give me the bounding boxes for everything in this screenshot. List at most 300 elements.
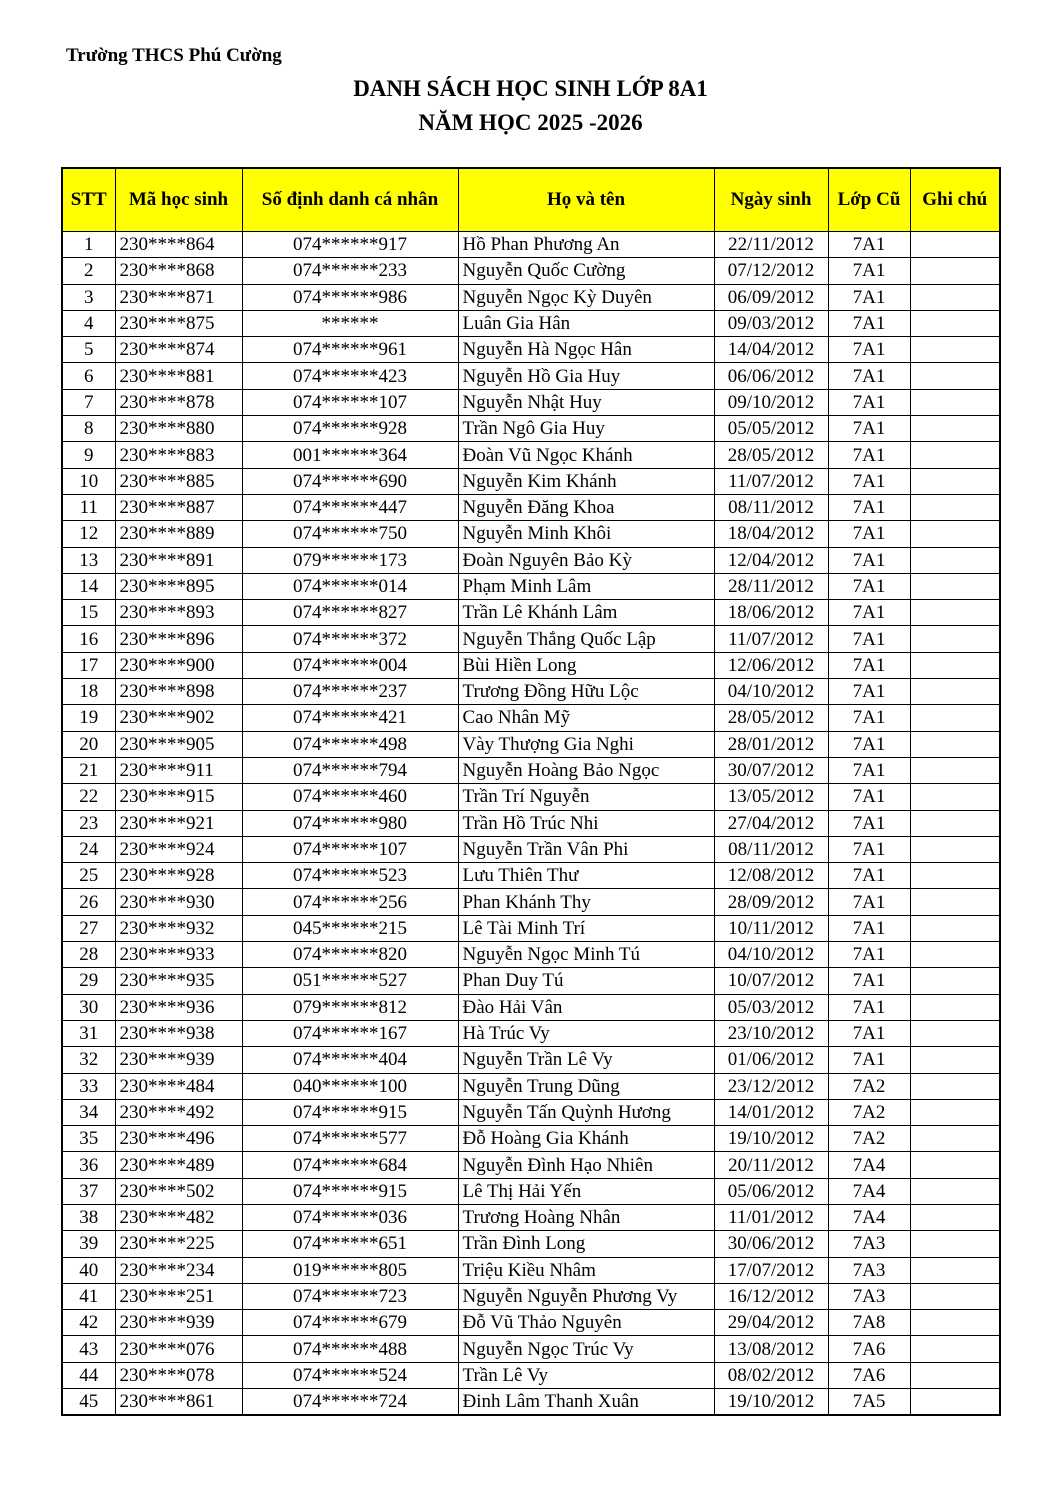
cell-personal-id: 074******107 [242,389,458,415]
cell-full-name: Lưu Thiên Thư [458,863,714,889]
cell-birth-date: 19/10/2012 [714,1126,828,1152]
cell-old-class: 7A1 [828,232,910,258]
cell-personal-id: 074******237 [242,679,458,705]
cell-personal-id: 074******917 [242,232,458,258]
cell-notes [910,1020,1000,1046]
table-row [62,915,1000,941]
cell-full-name: Lê Tài Minh Trí [458,915,714,941]
cell-personal-id: 074******014 [242,573,458,599]
cell-notes [910,1099,1000,1125]
cell-full-name: Nguyễn Hồ Gia Huy [458,363,714,389]
cell-birth-date: 13/08/2012 [714,1336,828,1362]
cell-full-name: Nguyễn Minh Khôi [458,521,714,547]
cell-full-name: Nguyễn Trần Lê Vy [458,1047,714,1073]
school-name: Trường THCS Phú Cường [66,45,282,66]
cell-old-class: 7A1 [828,784,910,810]
cell-personal-id: 019******805 [242,1257,458,1283]
table-row [62,1310,1000,1336]
cell-old-class: 7A1 [828,757,910,783]
table-row [62,1362,1000,1388]
document-title: DANH SÁCH HỌC SINH LỚP 8A1 [353,76,708,101]
cell-notes [910,968,1000,994]
cell-student-code: 230****868 [115,258,242,284]
cell-birth-date: 04/10/2012 [714,942,828,968]
table-row [62,1099,1000,1125]
cell-student-code: 230****915 [115,784,242,810]
cell-full-name: Nguyễn Trần Vân Phi [458,836,714,862]
cell-personal-id: 051******527 [242,968,458,994]
cell-old-class: 7A8 [828,1310,910,1336]
cell-full-name: Trần Lê Vy [458,1362,714,1388]
cell-old-class: 7A6 [828,1336,910,1362]
cell-student-code: 230****932 [115,915,242,941]
cell-notes [910,1152,1000,1178]
cell-notes [910,232,1000,258]
cell-notes [910,1336,1000,1362]
cell-stt: 30 [62,994,115,1020]
cell-personal-id: 074******679 [242,1310,458,1336]
cell-birth-date: 19/10/2012 [714,1389,828,1416]
cell-notes [910,731,1000,757]
cell-birth-date: 28/11/2012 [714,573,828,599]
cell-stt: 24 [62,836,115,862]
cell-old-class: 7A1 [828,310,910,336]
cell-notes [910,284,1000,310]
cell-notes [910,1231,1000,1257]
cell-birth-date: 06/06/2012 [714,363,828,389]
cell-full-name: Phan Duy Tú [458,968,714,994]
cell-stt: 42 [62,1310,115,1336]
cell-old-class: 7A3 [828,1283,910,1309]
cell-personal-id: 074******750 [242,521,458,547]
cell-personal-id: 074******423 [242,363,458,389]
cell-birth-date: 18/06/2012 [714,600,828,626]
cell-stt: 35 [62,1126,115,1152]
cell-old-class: 7A1 [828,337,910,363]
table-body [62,232,1000,1416]
cell-personal-id: 074******980 [242,810,458,836]
cell-personal-id: 001******364 [242,442,458,468]
cell-birth-date: 27/04/2012 [714,810,828,836]
cell-personal-id: 074******690 [242,468,458,494]
cell-full-name: Nguyễn Đăng Khoa [458,494,714,520]
cell-full-name: Nguyễn Trung Dũng [458,1073,714,1099]
cell-birth-date: 09/10/2012 [714,389,828,415]
cell-student-code: 230****938 [115,1020,242,1046]
cell-full-name: Trần Ngô Gia Huy [458,416,714,442]
table-row [62,942,1000,968]
table-row [62,521,1000,547]
cell-old-class: 7A1 [828,942,910,968]
cell-birth-date: 07/12/2012 [714,258,828,284]
cell-stt: 12 [62,521,115,547]
cell-old-class: 7A1 [828,1020,910,1046]
cell-notes [910,679,1000,705]
cell-student-code: 230****905 [115,731,242,757]
cell-old-class: 7A1 [828,731,910,757]
cell-full-name: Nguyễn Ngọc Trúc Vy [458,1336,714,1362]
table-row [62,1283,1000,1309]
cell-notes [910,1204,1000,1230]
table-row [62,363,1000,389]
cell-personal-id: 074******724 [242,1389,458,1416]
cell-full-name: Nguyễn Kim Khánh [458,468,714,494]
cell-stt: 5 [62,337,115,363]
cell-notes [910,1362,1000,1388]
column-header-notes: Ghi chú [910,168,1000,232]
cell-birth-date: 22/11/2012 [714,232,828,258]
cell-personal-id: 074******404 [242,1047,458,1073]
cell-stt: 15 [62,600,115,626]
cell-notes [910,363,1000,389]
cell-notes [910,600,1000,626]
cell-personal-id: 074******577 [242,1126,458,1152]
cell-full-name: Trần Đình Long [458,1231,714,1257]
cell-full-name: Phạm Minh Lâm [458,573,714,599]
cell-personal-id: 074******460 [242,784,458,810]
cell-old-class: 7A1 [828,600,910,626]
cell-personal-id: 074******827 [242,600,458,626]
cell-old-class: 7A1 [828,889,910,915]
table-row [62,389,1000,415]
table-row [62,416,1000,442]
cell-old-class: 7A4 [828,1152,910,1178]
cell-old-class: 7A1 [828,416,910,442]
table-row [62,232,1000,258]
table-row [62,573,1000,599]
cell-student-code: 230****935 [115,968,242,994]
cell-old-class: 7A6 [828,1362,910,1388]
table-row [62,836,1000,862]
cell-full-name: Đỗ Hoàng Gia Khánh [458,1126,714,1152]
cell-personal-id: 074******233 [242,258,458,284]
cell-student-code: 230****898 [115,679,242,705]
cell-notes [910,994,1000,1020]
cell-student-code: 230****492 [115,1099,242,1125]
cell-notes [910,889,1000,915]
cell-stt: 28 [62,942,115,968]
cell-student-code: 230****482 [115,1204,242,1230]
table-row [62,889,1000,915]
cell-notes [910,337,1000,363]
cell-stt: 29 [62,968,115,994]
table-row [62,810,1000,836]
cell-student-code: 230****928 [115,863,242,889]
cell-full-name: Nguyễn Thắng Quốc Lập [458,626,714,652]
cell-birth-date: 05/05/2012 [714,416,828,442]
cell-personal-id: 074******036 [242,1204,458,1230]
cell-old-class: 7A1 [828,810,910,836]
cell-birth-date: 28/09/2012 [714,889,828,915]
cell-personal-id: 074******524 [242,1362,458,1388]
cell-stt: 20 [62,731,115,757]
cell-personal-id: 074******447 [242,494,458,520]
table-row [62,1389,1000,1416]
cell-stt: 16 [62,626,115,652]
cell-stt: 34 [62,1099,115,1125]
cell-birth-date: 20/11/2012 [714,1152,828,1178]
cell-full-name: Nguyễn Quốc Cường [458,258,714,284]
cell-stt: 40 [62,1257,115,1283]
cell-personal-id: 074******651 [242,1231,458,1257]
cell-stt: 22 [62,784,115,810]
cell-notes [910,442,1000,468]
cell-personal-id: 074******488 [242,1336,458,1362]
cell-stt: 32 [62,1047,115,1073]
cell-personal-id: 074******421 [242,705,458,731]
cell-birth-date: 28/05/2012 [714,442,828,468]
cell-personal-id: ****** [242,310,458,336]
table-row [62,600,1000,626]
cell-notes [910,468,1000,494]
cell-notes [910,1126,1000,1152]
cell-student-code: 230****234 [115,1257,242,1283]
table-row [62,784,1000,810]
cell-birth-date: 12/06/2012 [714,652,828,678]
cell-stt: 4 [62,310,115,336]
cell-notes [910,784,1000,810]
cell-student-code: 230****881 [115,363,242,389]
cell-student-code: 230****875 [115,310,242,336]
cell-stt: 17 [62,652,115,678]
cell-birth-date: 14/01/2012 [714,1099,828,1125]
cell-personal-id: 079******812 [242,994,458,1020]
cell-personal-id: 074******498 [242,731,458,757]
cell-student-code: 230****885 [115,468,242,494]
table-row [62,1047,1000,1073]
cell-old-class: 7A1 [828,915,910,941]
table-row [62,1257,1000,1283]
cell-notes [910,757,1000,783]
cell-notes [910,915,1000,941]
cell-notes [910,258,1000,284]
cell-student-code: 230****933 [115,942,242,968]
cell-birth-date: 30/07/2012 [714,757,828,783]
cell-full-name: Vày Thượng Gia Nghi [458,731,714,757]
cell-personal-id: 074******004 [242,652,458,678]
cell-notes [910,389,1000,415]
cell-student-code: 230****893 [115,600,242,626]
cell-full-name: Trần Lê Khánh Lâm [458,600,714,626]
cell-old-class: 7A1 [828,258,910,284]
cell-stt: 41 [62,1283,115,1309]
cell-student-code: 230****861 [115,1389,242,1416]
table-row [62,1073,1000,1099]
cell-student-code: 230****878 [115,389,242,415]
cell-old-class: 7A1 [828,1047,910,1073]
cell-notes [910,1047,1000,1073]
cell-stt: 39 [62,1231,115,1257]
cell-notes [910,1283,1000,1309]
cell-stt: 2 [62,258,115,284]
cell-stt: 3 [62,284,115,310]
cell-student-code: 230****939 [115,1047,242,1073]
cell-old-class: 7A2 [828,1126,910,1152]
cell-old-class: 7A1 [828,968,910,994]
cell-birth-date: 12/08/2012 [714,863,828,889]
school-year: NĂM HỌC 2025 -2026 [418,110,643,135]
table-row [62,1126,1000,1152]
cell-full-name: Lê Thị Hải Yến [458,1178,714,1204]
cell-old-class: 7A2 [828,1073,910,1099]
cell-student-code: 230****871 [115,284,242,310]
cell-notes [910,1389,1000,1416]
cell-notes [910,494,1000,520]
cell-birth-date: 08/11/2012 [714,836,828,862]
cell-notes [910,705,1000,731]
student-table [61,167,1001,1416]
cell-birth-date: 28/05/2012 [714,705,828,731]
cell-birth-date: 10/07/2012 [714,968,828,994]
cell-student-code: 230****484 [115,1073,242,1099]
cell-stt: 9 [62,442,115,468]
cell-stt: 38 [62,1204,115,1230]
table-row [62,310,1000,336]
cell-stt: 45 [62,1389,115,1416]
cell-personal-id: 074******684 [242,1152,458,1178]
cell-old-class: 7A1 [828,626,910,652]
cell-notes [910,652,1000,678]
cell-stt: 7 [62,389,115,415]
cell-old-class: 7A1 [828,679,910,705]
cell-student-code: 230****076 [115,1336,242,1362]
cell-old-class: 7A3 [828,1257,910,1283]
cell-student-code: 230****251 [115,1283,242,1309]
cell-student-code: 230****887 [115,494,242,520]
cell-stt: 26 [62,889,115,915]
cell-personal-id: 074******723 [242,1283,458,1309]
cell-personal-id: 045******215 [242,915,458,941]
cell-old-class: 7A1 [828,547,910,573]
cell-full-name: Trương Hoàng Nhân [458,1204,714,1230]
cell-stt: 19 [62,705,115,731]
cell-personal-id: 074******523 [242,863,458,889]
cell-birth-date: 13/05/2012 [714,784,828,810]
cell-stt: 6 [62,363,115,389]
column-header-stt: STT [62,168,115,232]
cell-birth-date: 14/04/2012 [714,337,828,363]
cell-notes [910,1310,1000,1336]
cell-notes [910,836,1000,862]
column-header-full-name: Họ và tên [458,168,714,232]
cell-personal-id: 074******256 [242,889,458,915]
cell-student-code: 230****900 [115,652,242,678]
cell-full-name: Nguyễn Hoàng Bảo Ngọc [458,757,714,783]
cell-stt: 1 [62,232,115,258]
cell-student-code: 230****489 [115,1152,242,1178]
table-row [62,1336,1000,1362]
cell-student-code: 230****911 [115,757,242,783]
cell-birth-date: 29/04/2012 [714,1310,828,1336]
cell-full-name: Bùi Hiền Long [458,652,714,678]
cell-stt: 37 [62,1178,115,1204]
table-row [62,547,1000,573]
cell-student-code: 230****936 [115,994,242,1020]
cell-full-name: Trương Đồng Hữu Lộc [458,679,714,705]
cell-student-code: 230****496 [115,1126,242,1152]
table-row [62,258,1000,284]
cell-personal-id: 040******100 [242,1073,458,1099]
cell-birth-date: 09/03/2012 [714,310,828,336]
cell-birth-date: 23/12/2012 [714,1073,828,1099]
cell-full-name: Đoàn Nguyên Bảo Kỳ [458,547,714,573]
table-row [62,1204,1000,1230]
cell-stt: 21 [62,757,115,783]
cell-notes [910,547,1000,573]
cell-stt: 18 [62,679,115,705]
cell-birth-date: 05/06/2012 [714,1178,828,1204]
cell-old-class: 7A1 [828,863,910,889]
cell-old-class: 7A4 [828,1204,910,1230]
cell-old-class: 7A1 [828,521,910,547]
cell-full-name: Đoàn Vũ Ngọc Khánh [458,442,714,468]
column-header-birth-date: Ngày sinh [714,168,828,232]
cell-notes [910,810,1000,836]
cell-student-code: 230****874 [115,337,242,363]
cell-personal-id: 074******107 [242,836,458,862]
cell-personal-id: 079******173 [242,547,458,573]
cell-stt: 33 [62,1073,115,1099]
table-row [62,284,1000,310]
cell-old-class: 7A1 [828,994,910,1020]
cell-birth-date: 28/01/2012 [714,731,828,757]
cell-old-class: 7A1 [828,442,910,468]
table-row [62,968,1000,994]
cell-student-code: 230****864 [115,232,242,258]
cell-old-class: 7A5 [828,1389,910,1416]
cell-birth-date: 12/04/2012 [714,547,828,573]
table-row [62,442,1000,468]
cell-stt: 14 [62,573,115,599]
cell-personal-id: 074******372 [242,626,458,652]
cell-old-class: 7A1 [828,573,910,599]
cell-full-name: Nguyễn Tấn Quỳnh Hương [458,1099,714,1125]
cell-student-code: 230****939 [115,1310,242,1336]
cell-old-class: 7A1 [828,836,910,862]
cell-notes [910,310,1000,336]
cell-personal-id: 074******961 [242,337,458,363]
cell-birth-date: 18/04/2012 [714,521,828,547]
cell-full-name: Luân Gia Hân [458,310,714,336]
cell-notes [910,416,1000,442]
cell-full-name: Đinh Lâm Thanh Xuân [458,1389,714,1416]
cell-student-code: 230****930 [115,889,242,915]
cell-personal-id: 074******915 [242,1178,458,1204]
cell-notes [910,863,1000,889]
cell-student-code: 230****225 [115,1231,242,1257]
cell-birth-date: 08/02/2012 [714,1362,828,1388]
cell-notes [910,626,1000,652]
cell-full-name: Cao Nhân Mỹ [458,705,714,731]
cell-student-code: 230****895 [115,573,242,599]
cell-student-code: 230****896 [115,626,242,652]
table-row [62,863,1000,889]
cell-stt: 10 [62,468,115,494]
cell-student-code: 230****502 [115,1178,242,1204]
table-header-row [62,168,1000,232]
cell-birth-date: 06/09/2012 [714,284,828,310]
cell-stt: 13 [62,547,115,573]
cell-personal-id: 074******820 [242,942,458,968]
cell-full-name: Nguyễn Đình Hạo Nhiên [458,1152,714,1178]
cell-birth-date: 08/11/2012 [714,494,828,520]
column-header-old-class: Lớp Cũ [828,168,910,232]
cell-personal-id: 074******986 [242,284,458,310]
table-row [62,468,1000,494]
cell-full-name: Trần Trí Nguyễn [458,784,714,810]
table-row [62,652,1000,678]
cell-stt: 11 [62,494,115,520]
